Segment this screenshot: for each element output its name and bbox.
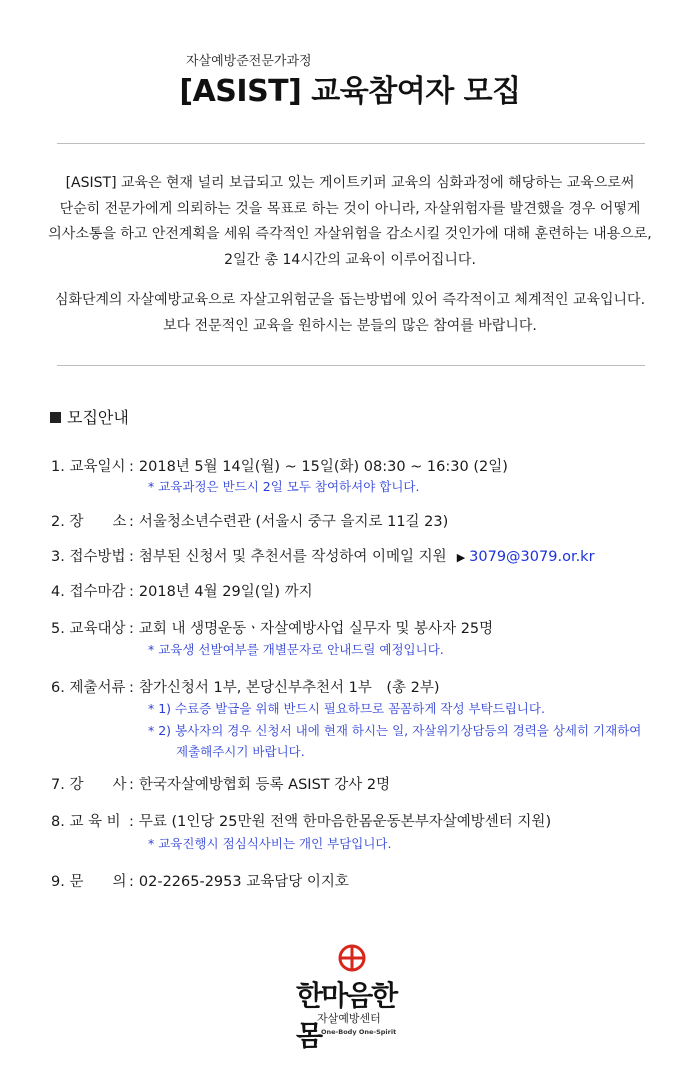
item-location: 2. 장 소 : 서울청소년수련관 (서울시 중구 을지로 11길 23) [51, 510, 448, 531]
logo-tagline: One-Body One-Spirit [321, 1028, 397, 1036]
item-label: 4. 접수마감 [51, 584, 126, 600]
item-contact: 9. 문 의 : 02-2265-2953 교육담당 이지호 [51, 870, 349, 891]
logo-wordmark: 한마음한몸 [296, 979, 397, 1052]
item-deadline: 4. 접수마감 : 2018년 4월 29일(일) 까지 [51, 580, 313, 601]
item-value: 서울청소년수련관 (서울시 중구 을지로 11길 23) [138, 514, 449, 530]
square-bullet-icon [50, 412, 61, 423]
intro-line: 2일간 총 14시간의 교육이 이루어집니다. [224, 251, 476, 268]
item-note: * 교육생 선발여부를 개별문자로 안내드릴 예정입니다. [148, 642, 444, 657]
item-application-method: 3. 접수방법 : 첨부된 신청서 및 추천서를 작성하여 이메일 지원 ▶ 3079@3079.or.kr [51, 545, 595, 566]
item-label: 5. 교육대상 [51, 621, 126, 637]
item-value: 참가신청서 1부, 본당신부추천서 1부 (총 2부) [138, 680, 440, 696]
intro-line: 단순히 전문가에게 의뢰하는 것을 목표로 하는 것이 아니라, 자살위험자를 발견했을 경우 어떻게 [59, 200, 641, 217]
item-note: * 2) 봉사자의 경우 신청서 내에 현재 하시는 일, 자살위기상담등의 경력을 상세히 기재하여 [148, 723, 642, 738]
divider-bottom [57, 365, 645, 366]
intro-line: 의사소통을 하고 안전계획을 세워 즉각적인 자살위험을 감소시킬 것인가에 대해 훈련하는 내용으로, [48, 226, 652, 242]
item-documents: 6. 제출서류 : 참가신청서 1부, 본당신부추천서 1부 (총 2부) [51, 676, 440, 697]
item-label: 8. 교 육 비 [51, 814, 121, 830]
intro-line: [ASIST] 교육은 현재 널리 보급되고 있는 게이트키퍼 교육의 심화과정에 해당하는 교육으로써 [65, 175, 635, 191]
item-value: 교회 내 생명운동ㆍ자살예방사업 실무자 및 봉사자 25명 [138, 621, 494, 637]
item-value: 무료 (1인당 25만원 전액 한마음한몸운동본부자살예방센터 지원) [138, 814, 552, 830]
item-value: 첨부된 신청서 및 추천서를 작성하여 이메일 지원 [138, 549, 447, 565]
logo-subtitle: 자살예방센터 [317, 1012, 381, 1025]
item-instructor: 7. 강 사 : 한국자살예방협회 등록 ASIST 강사 2명 [51, 773, 390, 794]
item-value: 2018년 4월 29일(일) 까지 [138, 584, 313, 600]
item-value: 02-2265-2953 교육담당 이지호 [138, 874, 349, 890]
item-label: 6. 제출서류 [51, 680, 126, 696]
section-heading-label: 모집안내 [67, 408, 129, 427]
item-value: 2018년 5월 14일(월) ~ 15일(화) 08:30 ~ 16:30 (2일) [138, 459, 508, 475]
intro-line: 심화단계의 자살예방교육으로 자살고위험군을 돕는방법에 있어 즉각적이고 체계적인 교육입니다. [54, 292, 646, 308]
item-label: 1. 교육일시 [51, 459, 126, 475]
cross-circle-icon [337, 943, 367, 973]
item-label: 2. 장 소 [51, 514, 127, 530]
organization-logo [290, 944, 415, 1052]
divider-top [57, 143, 645, 144]
page-title: [ASIST] 교육참여자 모집 [179, 74, 521, 109]
item-label: 3. 접수방법 [51, 549, 126, 565]
intro-line: 보다 전문적인 교육을 원하시는 분들의 많은 참여를 바랍니다. [163, 317, 537, 334]
arrow-right-icon: ▶ [456, 551, 466, 564]
item-education-date: 1. 교육일시 : 2018년 5월 14일(월) ~ 15일(화) 08:30 ~ 16:30 (2일) [51, 455, 508, 476]
item-fee: 8. 교 육 비 : 무료 (1인당 25만원 전액 한마음한몸운동본부자살예방센터 지원) [51, 810, 551, 831]
item-value: 한국자살예방협회 등록 ASIST 강사 2명 [138, 777, 391, 793]
email-link[interactable]: 3079@3079.or.kr [469, 549, 595, 565]
item-note: * 1) 수료증 발급을 위해 반드시 필요하므로 꼼꼼하게 작성 부탁드립니다. [148, 701, 545, 716]
section-heading [50, 405, 129, 428]
item-target: 5. 교육대상 : 교회 내 생명운동ㆍ자살예방사업 실무자 및 봉사자 25명 [51, 617, 493, 638]
item-note: * 교육과정은 반드시 2일 모두 참여하셔야 합니다. [148, 479, 420, 494]
item-note: * 교육진행시 점심식사비는 개인 부담입니다. [148, 836, 392, 851]
item-note: 제출해주시기 바랍니다. [176, 744, 305, 759]
page-subtitle: 자살예방준전문가과정 [186, 54, 312, 69]
item-label: 9. 문 의 [51, 874, 127, 890]
intro-paragraph-1 [20, 171, 680, 273]
intro-paragraph-2 [20, 288, 680, 339]
item-label: 7. 강 사 [51, 777, 127, 793]
